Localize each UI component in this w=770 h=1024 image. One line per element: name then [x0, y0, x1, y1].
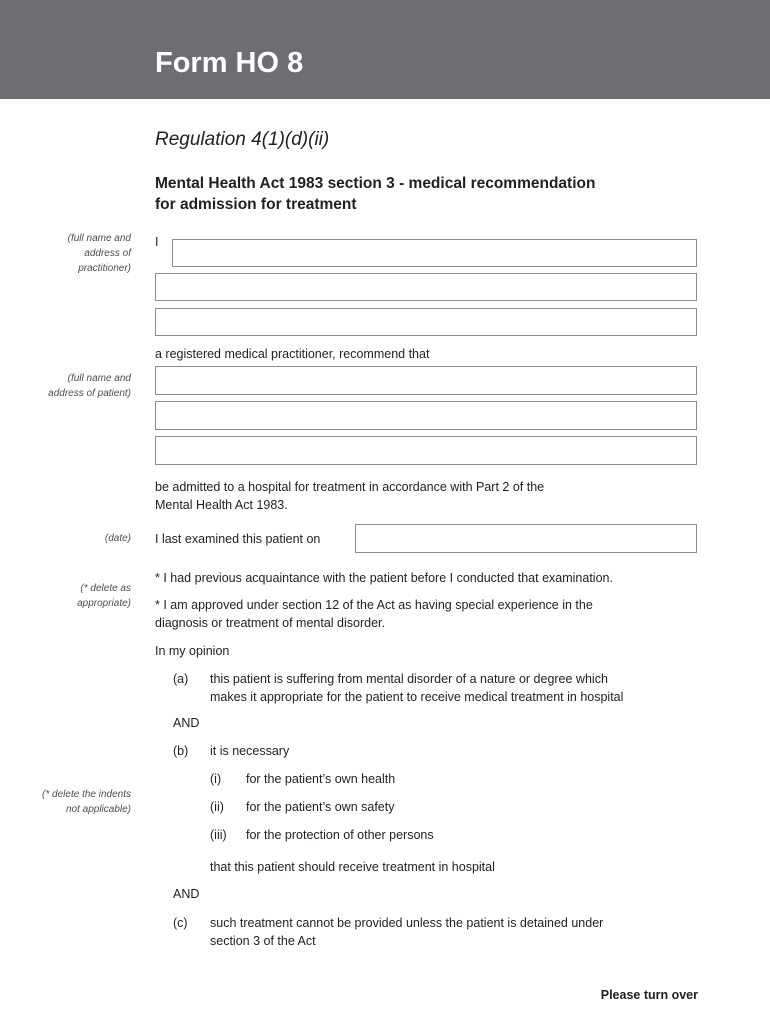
regulation-reference: Regulation 4(1)(d)(ii)	[155, 129, 330, 150]
practitioner-address-field-2[interactable]	[155, 308, 697, 336]
heading-line-1: Mental Health Act 1983 section 3 - medical recommendation	[155, 175, 596, 192]
clause-b-item-text: for the patient’s own health	[246, 772, 396, 786]
side-note-line: not applicable)	[65, 804, 131, 815]
clause-b-item-number: (i)	[210, 772, 222, 786]
side-note-patient	[48, 371, 131, 401]
heading-line-2: for admission for treatment	[155, 196, 357, 213]
side-note-line: (full name and	[67, 233, 131, 244]
clause-a-label: (a)	[173, 672, 189, 686]
clause-b-item-text: for the patient’s own safety	[246, 800, 395, 814]
and-connector-1: AND	[173, 716, 200, 730]
clause-a-line: this patient is suffering from mental disorder of a nature or degree which	[210, 672, 608, 686]
and-connector-2: AND	[173, 887, 200, 901]
side-note-delete-appropriate	[77, 581, 131, 611]
side-note-date: (date)	[104, 533, 131, 544]
side-note-line: appropriate)	[77, 598, 131, 609]
side-note-practitioner	[68, 231, 131, 276]
side-note-line: practitioner)	[78, 263, 131, 274]
clause-b-text: it is necessary	[210, 744, 290, 758]
patient-name-field[interactable]	[155, 366, 697, 395]
admission-line: be admitted to a hospital for treatment in accordance with Part 2 of the	[155, 480, 545, 494]
side-note-delete-indents	[42, 787, 131, 817]
side-note-line: address of	[84, 248, 131, 259]
patient-address-field-1[interactable]	[155, 401, 697, 430]
approved-line: diagnosis or treatment of mental disorder.	[155, 616, 385, 630]
admission-statement	[155, 478, 544, 514]
opinion-intro: In my opinion	[155, 644, 230, 658]
form-title: Form HO 8	[155, 47, 304, 79]
practitioner-address-field-1[interactable]	[155, 273, 697, 301]
examination-label: I last examined this patient on	[155, 532, 321, 546]
side-note-line: (full name and	[67, 373, 131, 384]
clause-b-item-text: for the protection of other persons	[246, 828, 434, 842]
clause-b-item-number: (ii)	[210, 800, 224, 814]
clause-c-text	[210, 914, 603, 950]
clause-c-label: (c)	[173, 916, 188, 930]
clause-b-item-number: (iii)	[210, 828, 227, 842]
form-header-bar	[0, 0, 770, 99]
clause-c-line: such treatment cannot be provided unless the patient is detained under	[210, 916, 604, 930]
patient-address-field-2[interactable]	[155, 436, 697, 465]
practitioner-prefix: I	[155, 235, 159, 249]
acquaintance-statement: * I had previous acquaintance with the patient before I conducted that examination.	[155, 571, 613, 585]
document-heading	[155, 173, 715, 215]
examination-date-field[interactable]	[355, 524, 697, 553]
clause-b-label: (b)	[173, 744, 189, 758]
admission-line: Mental Health Act 1983.	[155, 498, 288, 512]
side-note-line: address of patient)	[48, 388, 131, 399]
clause-a-line: makes it appropriate for the patient to receive medical treatment in hospital	[210, 690, 624, 704]
clause-c-line: section 3 of the Act	[210, 934, 316, 948]
approved-line: * I am approved under section 12 of the Act as having special experience in the	[155, 598, 593, 612]
practitioner-name-field[interactable]	[172, 239, 697, 267]
page-turn-notice: Please turn over	[600, 988, 698, 1002]
side-note-line: (* delete the indents	[42, 789, 131, 800]
clause-a-text	[210, 670, 623, 706]
clause-b-conclusion: that this patient should receive treatment in hospital	[210, 860, 495, 874]
practitioner-statement: a registered medical practitioner, recommend that	[155, 347, 430, 361]
side-note-line: (* delete as	[80, 583, 131, 594]
approved-statement	[155, 596, 593, 632]
